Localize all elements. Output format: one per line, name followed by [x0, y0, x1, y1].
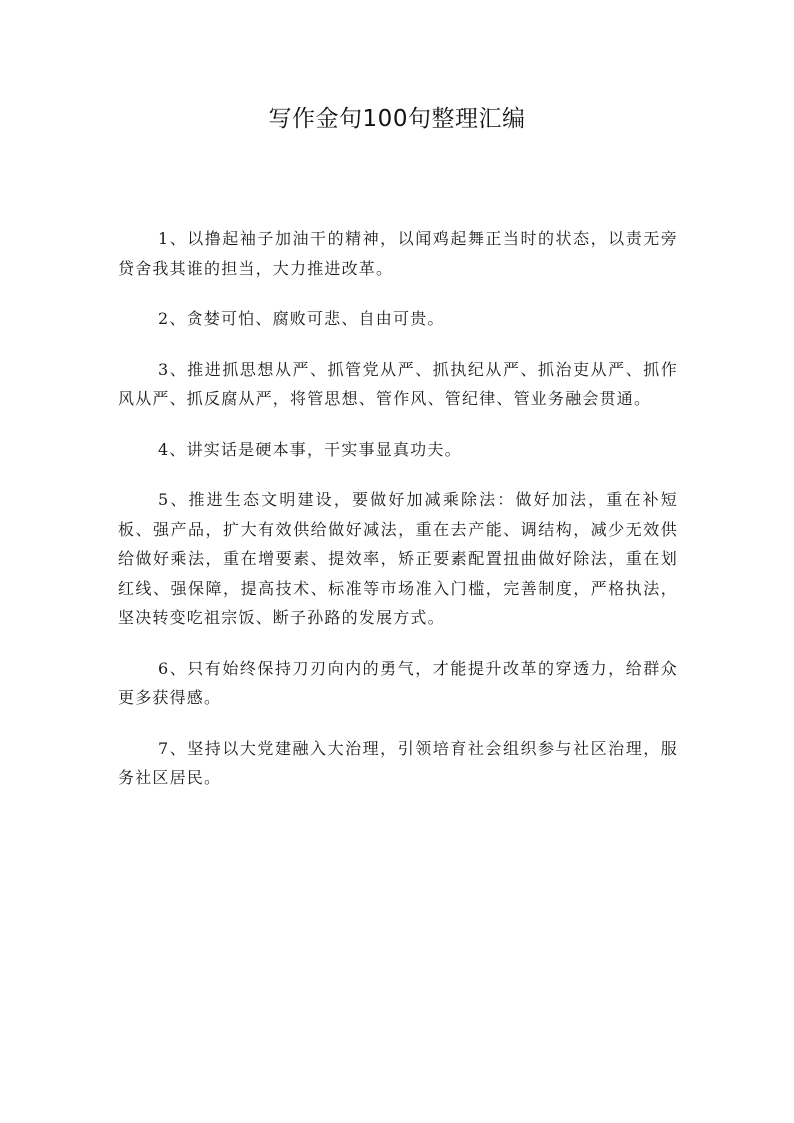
paragraph: 7、坚持以大党建融入大治理，引领培育社会组织参与社区治理，服务社区居民。 — [118, 738, 678, 787]
paragraph: 6、只有始终保持刀刃向内的勇气，才能提升改革的穿透力，给群众更多获得感。 — [118, 658, 678, 707]
paragraph: 4、讲实话是硬本事，干实事显真功夫。 — [158, 439, 462, 459]
paragraph: 5、推进生态文明建设，要做好加减乘除法：做好加法，重在补短板、强产品，扩大有效供给做好减法，重在去产能、调结构，减少无效供给做好乘法，重在增要素、提效率，矫正要素配置扭曲做好除法，重在划红线、强保障，提高技术、标准等市场准入门槛，完善制度，严格执法，坚决转变吃祖宗饭、断子孙路的发展方式。 — [118, 490, 678, 627]
document-body — [118, 224, 678, 814]
paragraph: 3、推进抓思想从严、抓管党从严、抓执纪从严、抓治吏从严、抓作风从严、抓反腐从严，将管思想、管作风、管纪律、管业务融会贯通。 — [118, 359, 678, 408]
paragraph: 1、以撸起袖子加油干的精神，以闻鸡起舞正当时的状态，以责无旁贷舍我其谁的担当，大力推进改革。 — [118, 229, 678, 278]
document-title: 写作金句100句整理汇编 — [268, 106, 526, 132]
paragraph: 2、贪婪可怕、腐败可悲、自由可贵。 — [158, 309, 445, 328]
